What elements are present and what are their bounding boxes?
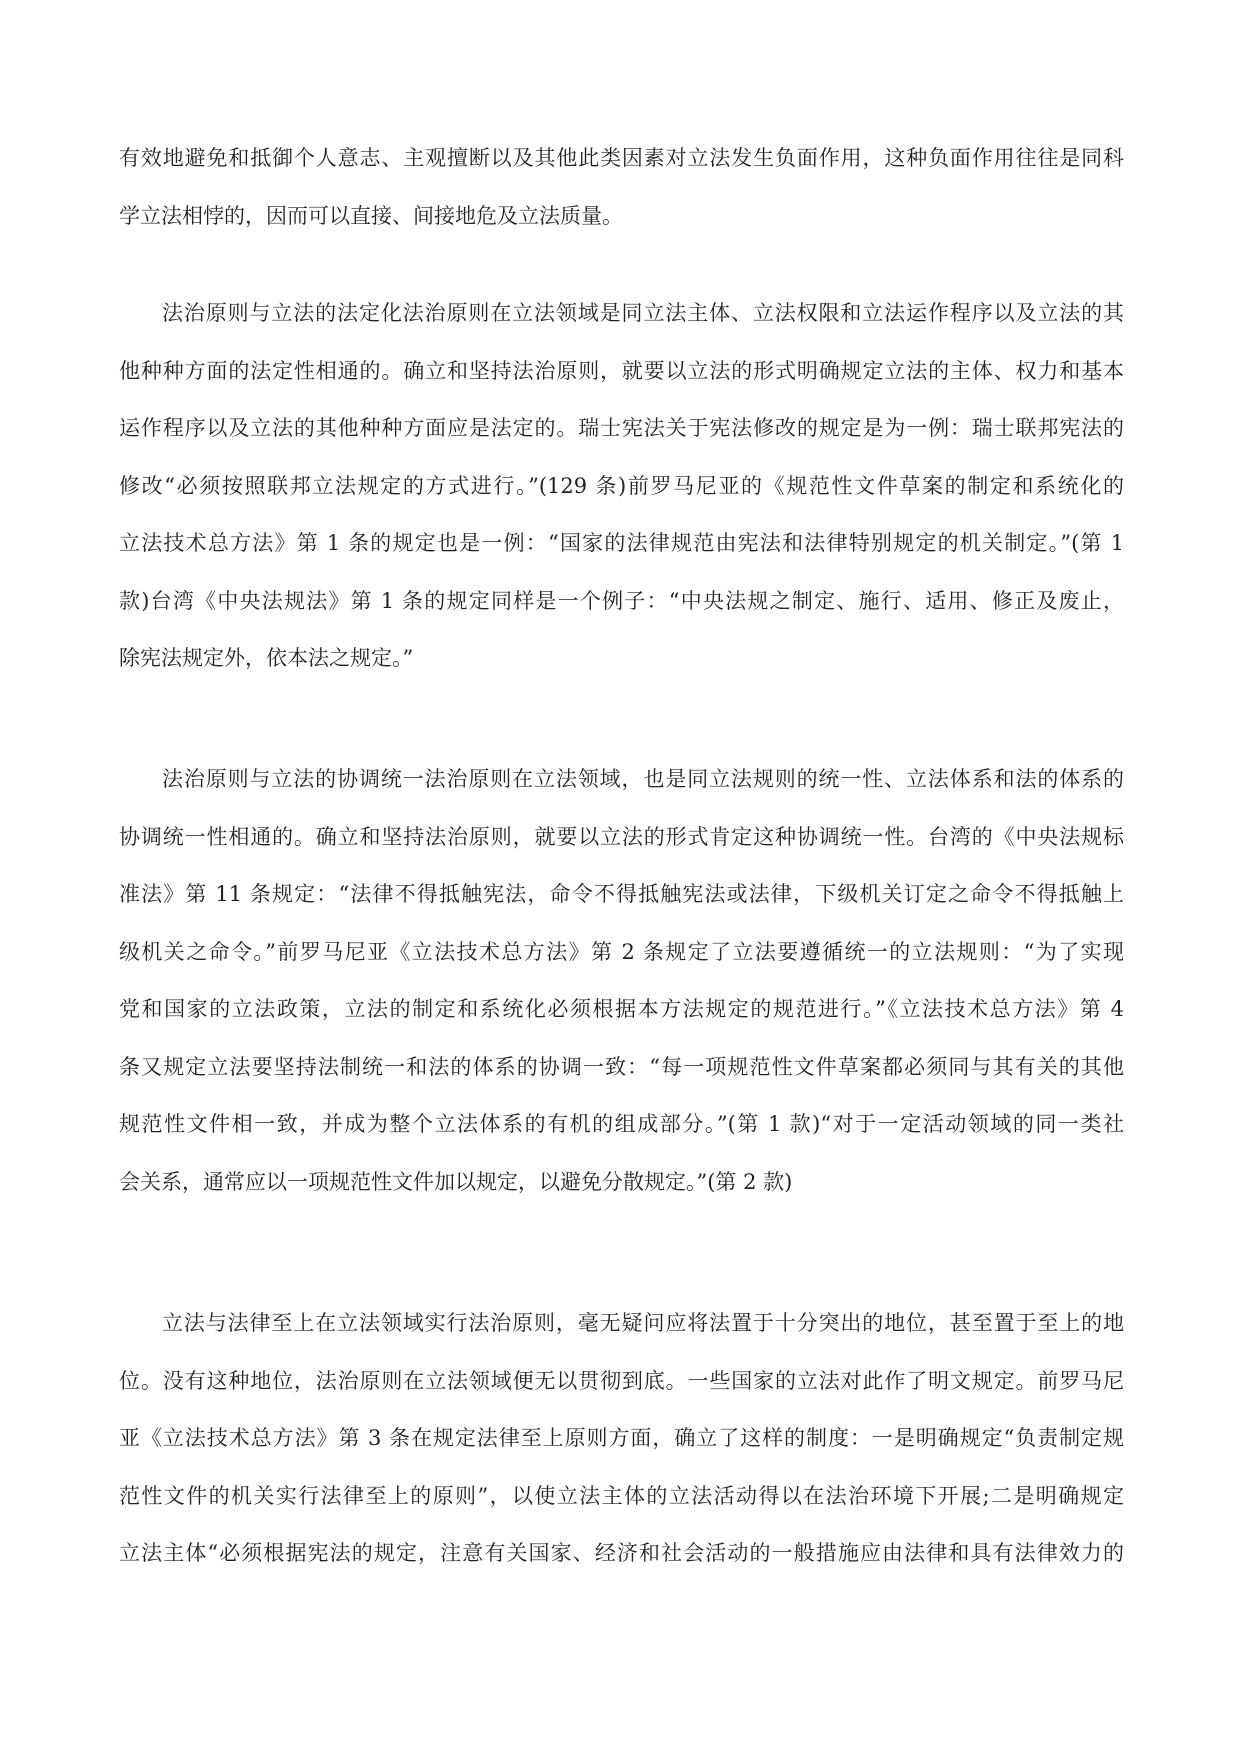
paragraph-4 bbox=[119, 1295, 1124, 1583]
text-line: 法治原则与立法的协调统一法治原则在立法领域，也是同立法规则的统一性、立法体系和法的体系的 bbox=[162, 767, 1124, 791]
paragraph-3 bbox=[119, 751, 1124, 1211]
text-line: 有效地避免和抵御个人意志、主观擅断以及其他此类因素对立法发生负面作用，这种负面作用往往是同科 bbox=[119, 146, 1124, 170]
text-line: 修改“必须按照联邦立法规定的方式进行。”(129 条)前罗马尼亚的《规范性文件草案的制定和系统化的 bbox=[119, 473, 1124, 498]
text-line: 款)台湾《中央法规法》第 1 条的规定同样是一个例子：“中央法规之制定、施行、适用、修正及废止， bbox=[119, 588, 1124, 613]
text-line: 位。没有这种地位，法治原则在立法领域便无以贯彻到底。一些国家的立法对此作了明文规定。前罗马尼 bbox=[119, 1368, 1124, 1393]
text-line: 立法主体“必须根据宪法的规定，注意有关国家、经济和社会活动的一般措施应由法律和具有法律效力的 bbox=[119, 1541, 1124, 1565]
text-line: 党和国家的立法政策，立法的制定和系统化必须根据本方法规定的规范进行。”《立法技术总方法》第 4 bbox=[119, 997, 1124, 1021]
text-line: 立法与法律至上在立法领域实行法治原则，毫无疑问应将法置于十分突出的地位，甚至置于至上的地 bbox=[162, 1311, 1124, 1335]
paragraph-2 bbox=[119, 285, 1124, 688]
text-line: 条又规定立法要坚持法制统一和法的体系的协调一致：“每一项规范性文件草案都必须同与其有关的其他 bbox=[119, 1054, 1124, 1079]
text-line: 立法技术总方法》第 1 条的规定也是一例：“国家的法律规范由宪法和法律特别规定的机关制定。”(第 1 bbox=[119, 531, 1124, 555]
text-line: 除宪法规定外，依本法之规定。” bbox=[119, 646, 414, 670]
text-line: 协调统一性相通的。确立和坚持法治原则，就要以立法的形式肯定这种协调统一性。台湾的《中央法规标 bbox=[119, 824, 1124, 849]
text-line: 运作程序以及立法的其他种种方面应是法定的。瑞士宪法关于宪法修改的规定是为一例：瑞士联邦宪法的 bbox=[119, 416, 1124, 440]
text-line: 规范性文件相一致，并成为整个立法体系的有机的组成部分。”(第 1 款)“对于一定活动领域的同一类社 bbox=[119, 1112, 1124, 1136]
paragraph-1 bbox=[119, 130, 1124, 245]
text-line: 级机关之命令。”前罗马尼亚《立法技术总方法》第 2 条规定了立法要遵循统一的立法规则：“为了实现 bbox=[119, 939, 1124, 964]
text-line: 范性文件的机关实行法律至上的原则”，以使立法主体的立法活动得以在法治环境下开展;二是明确规定 bbox=[119, 1483, 1124, 1508]
text-line: 准法》第 11 条规定：“法律不得抵触宪法，命令不得抵触宪法或法律，下级机关订定之命令不得抵触上 bbox=[119, 882, 1124, 906]
document-page bbox=[119, 0, 1124, 1754]
text-line: 他种种方面的法定性相通的。确立和坚持法治原则，就要以立法的形式明确规定立法的主体、权力和基本 bbox=[119, 358, 1124, 383]
text-line: 法治原则与立法的法定化法治原则在立法领域是同立法主体、立法权限和立法运作程序以及立法的其 bbox=[162, 301, 1124, 325]
text-line: 会关系，通常应以一项规范性文件加以规定，以避免分散规定。”(第 2 款) bbox=[119, 1169, 793, 1194]
text-line: 亚《立法技术总方法》第 3 条在规定法律至上原则方面，确立了这样的制度：一是明确规定“负责制定规 bbox=[119, 1426, 1124, 1450]
text-line: 学立法相悖的，因而可以直接、间接地危及立法质量。 bbox=[119, 203, 623, 228]
